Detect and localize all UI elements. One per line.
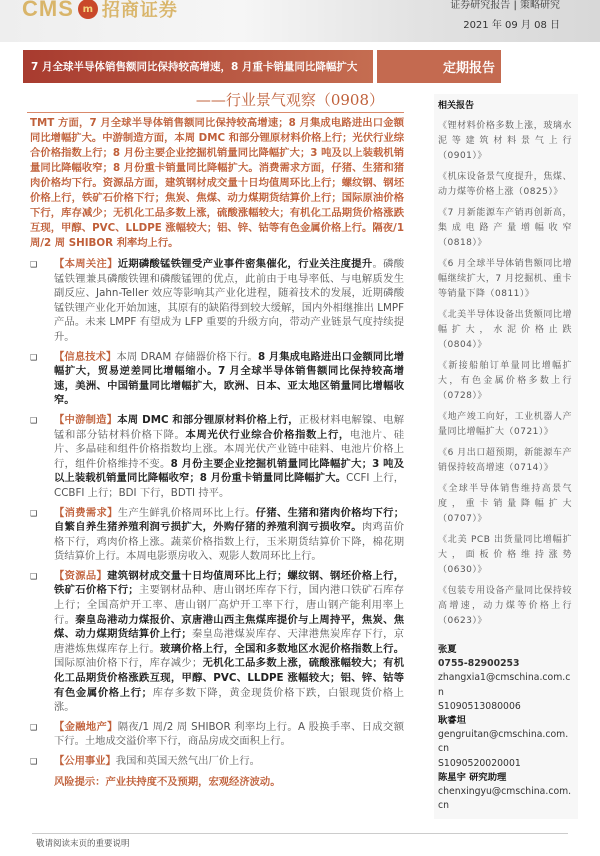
footer-note: 敬请阅读末页的重要说明	[36, 839, 130, 850]
checkbox-square-icon: ❑	[30, 508, 38, 518]
related-report-link[interactable]: 《6 月出口超预期，新能源车产销保持较高增速（0714）》	[438, 448, 572, 473]
analyst-name: 耿睿坦	[438, 715, 466, 727]
bullet-text	[54, 754, 404, 770]
checkbox-square-icon: ❑	[30, 352, 38, 362]
text-segment: 8 月份主要企业挖掘机销量同比降幅扩大；3 吨及以上装载机销量同比降幅收窄；8 月份重卡销量同比降幅扩大。	[54, 457, 405, 485]
page-header	[0, 0, 600, 42]
divider	[27, 112, 404, 113]
section-tag: 【金融地产】	[54, 720, 118, 733]
section-tag: 【信息技术】	[54, 350, 117, 363]
analyst-cert-number: S1090513080006	[438, 700, 521, 712]
analyst-name: 张夏	[438, 644, 457, 655]
related-report-link[interactable]: 《包装专用设备产量同比保持较高增速，动力煤等价格上行（0623）》	[438, 586, 572, 626]
related-report-link[interactable]: 《锂材料价格多数上涨，玻璃水泥等建筑材料景气上行（0901）》	[438, 121, 572, 161]
footer	[32, 833, 568, 856]
report-subtitle: ——行业景气观察（0908）	[195, 91, 384, 109]
bullet-text	[54, 720, 404, 749]
checkbox-square-icon: ❑	[30, 757, 38, 766]
cms-logo	[22, 0, 178, 22]
text-segment: 8 月集成电路进出口金额同比增幅扩大，贸易逆差同比增幅缩小。7 月全球半导体销售额同比保持较高增速，美洲、中国销量同比增幅扩大，欧洲、日本、亚太地区销量同比增幅收窄。	[54, 350, 405, 407]
summary-paragraph: TMT 方面，7 月全球半导体销售额同比保持较高增速；8 月集成电路进出口金额同比增幅扩大。中游制造方面，本周 DMC 和部分锂原材料价格上行；光伏行业综合价格指数上行；8 月份主要企业挖掘机销量同比降幅扩大；3 吨及以上装载机销量同比降幅收窄；8 月份重卡销量同比降幅扩大。消费需求方面，仔猪、生猪和猪肉价格均下行。资源品方面，建筑钢材成交量十日均值周环比上行；螺纹钢、钢坯价格上行，铁矿石价格下行；焦炭、焦煤、动力煤期货结算价上行；国际原油价格下行，库存减少；无机化工品多数上涨，硫酸涨幅较大；有机化工品期货价格涨跌互现，甲醇、PVC、LLDPE 涨幅较大；铝、锌、钴等有色金属价格上行。隔夜/1 周/2 周 SHIBOR 利率均上行。	[30, 117, 404, 249]
bullet-item	[30, 754, 404, 770]
checkbox-square-icon: ❑	[30, 722, 38, 732]
related-report-link[interactable]: 《地产竣工向好，工业机器人产量同比增幅扩大（0721）》	[438, 412, 572, 437]
related-report-link[interactable]: 《全球半导体销售维持高景气度，重卡销量降幅扩大（0707）》	[438, 484, 572, 524]
text-segment: 本周光伏行业综合价格指数上行，	[185, 428, 350, 441]
text-segment: 国际原油价格下行，库存减少；	[54, 657, 203, 670]
bullet-item	[30, 506, 404, 564]
main-column	[0, 90, 434, 790]
section-tag: 【资源品】	[54, 569, 108, 582]
section-tag: 【中游制造】	[54, 413, 118, 426]
analyst-name: 陈星宇 研究助理	[438, 771, 507, 783]
bullet-item	[30, 569, 404, 715]
bullet-list	[27, 257, 404, 770]
report-title: 7 月全球半导体销售额同比保持较高增速，8 月重卡销量同比降幅扩大	[23, 50, 373, 83]
analyst-email[interactable]: chenxingyu@cmschina.com.cn	[438, 786, 572, 812]
text-segment: 隔夜/1 周/2 周 SHIBOR 利率均上行。A 股换手率、日成交额下行。土地成交溢价率下行，商品房成交面积上行。	[54, 720, 404, 748]
text-segment: 秦皇岛港煤炭库存、天津港焦炭库存下行，京唐港炼焦煤库存上行。	[54, 628, 405, 655]
section-tag: 【公用事业】	[54, 755, 116, 767]
related-report-link[interactable]: 《北美半导体设备出货额同比增幅扩大，水泥价格止跌（0804）》	[438, 310, 572, 350]
sidebar	[434, 94, 578, 819]
bullet-text	[54, 569, 404, 715]
related-reports-heading: 相关报告	[438, 101, 475, 111]
checkbox-square-icon: ❑	[30, 571, 38, 581]
section-tag: 【本周关注】	[54, 258, 118, 270]
related-report-link[interactable]: 《7 月新能源车产销再创新高，集成电路产量增幅收窄（0818）》	[438, 208, 572, 248]
text-segment: 生产生鲜乳价格周环比上行。	[117, 506, 256, 519]
text-segment: 正极材料电解镍、电解锰和部分钴材料价格下降。	[54, 413, 405, 441]
related-report-link[interactable]: 《6 月全球半导体销售额同比增幅继续扩大，7 月挖掘机、重卡等销量下降（0811）》	[438, 259, 572, 299]
section-tag: 【消费需求】	[54, 506, 118, 519]
logo-chinese: 招商证券	[101, 0, 178, 21]
analyst-phone: 0755-82900253	[438, 658, 520, 670]
text-segment: 玻璃价格上行，全国和多数地区水泥价格指数上行。	[160, 642, 405, 655]
analyst-list	[438, 643, 572, 813]
checkbox-square-icon: ❑	[30, 415, 38, 425]
text-segment: 我国和英国天然气出厂价上行。	[115, 755, 260, 767]
bullet-item	[30, 720, 404, 749]
bullet-text	[54, 413, 404, 501]
text-segment: CCFI 上行，CCBFI 上行；BDI 下行，BDTI 持平。	[54, 472, 404, 499]
text-segment: 本周 DMC 和部分锂原材料价格上行，	[117, 413, 299, 426]
text-segment: 主要钢材品种、唐山钢坯库存下行，国内港口铁矿石库存上行；全国高炉开工率、唐山钢厂高炉开工率下行，唐山钢产能利用率上行。	[54, 584, 405, 626]
logo-latin: CMS	[22, 0, 74, 21]
text-segment: 建筑钢材成交量十日均值周环比上行；螺纹钢、钢坯价格上行，铁矿石价格下行；	[54, 569, 405, 597]
bullet-item	[30, 350, 404, 408]
bullet-text	[54, 506, 404, 564]
text-segment: 仔猪、生猪和猪肉价格均下行；自繁自养生猪养殖利润亏损扩大，外购仔猪的养殖利润亏损收窄。	[54, 506, 405, 534]
checkbox-square-icon: ❑	[30, 260, 38, 269]
analyst-email[interactable]: zhangxia1@cmschina.com.cn	[438, 672, 571, 698]
bullet-item	[30, 413, 404, 501]
bullet-text	[54, 257, 404, 345]
bullet-text	[54, 350, 404, 408]
analyst-email[interactable]: gengruitan@cmschina.com.cn	[438, 729, 569, 755]
bullet-item	[30, 257, 404, 345]
related-report-link[interactable]: 《机床设备景气度提升，焦煤、动力煤等价格上涨（0825）》	[438, 172, 572, 197]
analyst-cert-number: S1090520020001	[438, 757, 521, 769]
text-segment: 库存多数下降，黄金现货价格下跌，白银现货价格上涨。	[54, 686, 405, 714]
text-segment: 秦皇岛港动力煤报价、京唐港山西主焦煤库提价与上周持平，焦炭、焦煤、动力煤期货结算价上行；	[54, 613, 405, 641]
related-report-link[interactable]: 《新接船舶订单量同比增幅扩大，有色金属价格多数上行（0728）》	[438, 361, 572, 401]
text-segment: 本周 DRAM 存储器价格下行。	[116, 350, 258, 363]
logo-badge-icon: m	[78, 0, 98, 19]
report-category: 证券研究报告 | 策略研究	[450, 0, 560, 11]
text-segment: 近期磷酸锰铁锂受产业事件密集催化，行业关注度提升	[117, 258, 373, 270]
report-type: 定期报告	[377, 50, 501, 83]
text-segment: 。磷酸锰铁锂兼具磷酸铁锂和磷酸锰锂的优点，此前由于电导率低、与电解质发生副反应、Jahn-Teller 效应等影响其产业化进程，随着技术的发展，近期磷酸锰铁锂产业化开始加速，其原有的缺陷得到较大缓解，国内外相继推出 LMPF 产品。未来 LMPF 有望成为 LFP 重要的升级方向，带动产业链景气度持续提升。	[54, 258, 405, 343]
text-segment: 肉鸡苗价格下行，鸡肉价格上涨。蔬菜价格指数上行，玉米期货结算价下降，棉花期货结算价上行。本周电影票房收入、观影人数周环比上行。	[54, 521, 405, 563]
risk-warning: 风险提示：产业扶持度不及预期，宏观经济波动。	[54, 775, 281, 788]
related-report-link[interactable]: 《北美 PCB 出货量同比增幅扩大，面板价格维持涨势（0630）》	[438, 535, 572, 575]
text-segment: 电池片、硅片、多晶硅和组件价格指数均上涨。本周光伏产业链中硅料、电池片价格上行，组件价格维持不变。	[54, 428, 405, 470]
text-segment: 无机化工品多数上涨，硫酸涨幅较大；有机化工品期货价格涨跌互现，甲醇、PVC、LLDPE 涨幅较大；铝、锌、钴等有色金属价格上行；	[54, 657, 405, 699]
report-date: 2021 年 09 月 08 日	[463, 20, 560, 31]
